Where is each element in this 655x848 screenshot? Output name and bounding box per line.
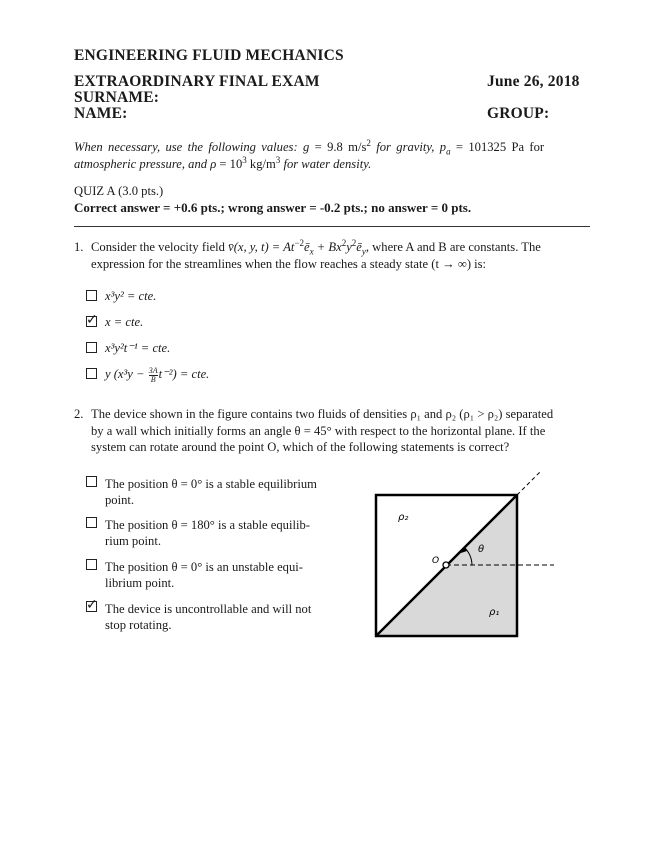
q1-unit-x-sub: x <box>309 246 314 257</box>
q2-option-3-line-2: librium point. <box>105 576 175 590</box>
q2-option-1-line-2: point. <box>105 493 135 507</box>
q2-line-2: by a wall which initially forms an angle θ = 45° with respect to the horizontal plane. If the <box>91 423 546 438</box>
q1-option-1-checkbox[interactable] <box>86 290 97 301</box>
fraction-numerator: 3A <box>148 365 158 375</box>
rho2-label: ρ₂ <box>398 512 409 523</box>
q2-option-4-line-1: The device is uncontrollable and will not <box>105 602 312 616</box>
q1-line-2: expression for the streamlines when the flow reaches a steady state (t → ∞) is: <box>91 256 487 271</box>
q2-option-1-line-1: The position θ = 0° is a stable equilibrium <box>105 477 317 491</box>
q1-option-2-label: x = cte. <box>105 315 144 329</box>
q2-option-4-line-2: stop rotating. <box>105 618 172 632</box>
quiz-scoring: Correct answer = +0.6 pts.; wrong answer = -0.2 pts.; no answer = 0 pts. <box>74 200 472 215</box>
checkmark-icon: ✓ <box>86 597 98 613</box>
note-text: atmospheric pressure, and <box>74 157 211 171</box>
note-text: When necessary, use the following values: <box>74 140 303 154</box>
q1-option-4-fraction <box>149 367 158 384</box>
q1-exponent: 2 <box>351 237 357 248</box>
q2-number: 2. <box>74 407 84 421</box>
course-title: ENGINEERING FLUID MECHANICS <box>74 47 344 64</box>
rho-unit-exponent: 3 <box>275 154 281 165</box>
g-value: = 9.8 m/s <box>309 140 367 154</box>
q1-line-1 <box>91 239 591 256</box>
q2-line-3: system can rotate around the point O, which of the following statements is correct? <box>91 440 510 454</box>
constants-line-2 <box>74 156 592 173</box>
q2-option-3-checkbox[interactable] <box>86 559 97 570</box>
q2-option-4-label <box>105 601 335 633</box>
pa-value: = 101325 Pa for <box>450 140 545 154</box>
q2-option-2-checkbox[interactable] <box>86 517 97 528</box>
q2-option-2-line-2: rium point. <box>105 534 161 548</box>
rho-value: = 10 <box>216 157 243 171</box>
q1-velocity-field: v̄(x, y, t) = At <box>228 240 295 254</box>
point-o-label: O <box>432 556 440 566</box>
q1-option-4-checkbox[interactable] <box>86 368 97 379</box>
note-text: for gravity, <box>370 140 440 154</box>
rho-unit: kg/m <box>246 157 276 171</box>
rho-exponent: 3 <box>242 154 247 165</box>
q1-unit-x: ē <box>304 240 310 254</box>
g-symbol: g <box>303 140 310 154</box>
pivot-point-o <box>443 562 449 568</box>
q2-option-1-checkbox[interactable] <box>86 476 97 487</box>
q1-option-3-checkbox[interactable] <box>86 342 97 353</box>
q1-number: 1. <box>74 240 84 254</box>
wall-extension-dashed <box>517 472 540 495</box>
q2-option-2-line-1: The position θ = 180° is a stable equilib- <box>105 518 310 532</box>
q1-unit-y: ē <box>356 240 362 254</box>
pa-subscript: a <box>446 146 451 157</box>
rho1-label: ρ₁ <box>489 607 500 618</box>
q2-option-2-label <box>105 517 335 549</box>
q1-text: Consider the velocity field <box>91 240 229 254</box>
theta-label: θ <box>478 544 485 555</box>
q1-y: y <box>346 240 352 254</box>
q1-option-3-label: x³y²t⁻¹ = cte. <box>105 341 171 355</box>
constants-note <box>74 139 592 173</box>
q2-line-1: The device shown in the figure contains two fluids of densities ρ₁ and ρ₂ (ρ₁ > ρ₂) separated <box>91 407 554 421</box>
q1-term-b: + Bx <box>313 240 342 254</box>
q1-unit-y-sub: y <box>361 246 366 257</box>
q1-exponent: 2 <box>341 237 347 248</box>
constants-line-1 <box>74 139 592 156</box>
note-text: for water density. <box>280 157 372 171</box>
exam-date: June 26, 2018 <box>487 73 580 90</box>
q2-stem <box>91 406 591 456</box>
g-exponent: 2 <box>366 137 371 148</box>
group-label: GROUP: <box>487 105 550 122</box>
device-figure <box>360 465 560 645</box>
divider <box>74 226 590 227</box>
q2-option-3-label <box>105 559 335 591</box>
fraction-denominator: B <box>150 374 156 384</box>
q1-stem <box>91 239 591 272</box>
q1-option-4-text: y (x³y − <box>105 367 148 381</box>
q1-option-4-text: t⁻²) = cte. <box>158 367 210 381</box>
q1-option-4-label <box>105 366 209 384</box>
rho-symbol: ρ <box>210 157 217 171</box>
q2-option-1-label <box>105 476 335 508</box>
checkmark-icon: ✓ <box>86 312 98 328</box>
q1-option-1-label: x³y² = cte. <box>105 289 157 303</box>
exam-title: EXTRAORDINARY FINAL EXAM <box>74 73 320 90</box>
q1-exponent: −2 <box>294 237 305 248</box>
name-label: NAME: <box>74 105 128 122</box>
pa-symbol: p <box>439 140 447 154</box>
q2-option-3-line-1: The position θ = 0° is an unstable equi- <box>105 560 303 574</box>
q1-text: , where A and B are constants. The <box>365 240 541 254</box>
quiz-title: QUIZ A (3.0 pts.) <box>74 184 164 198</box>
surname-label: SURNAME: <box>74 89 160 106</box>
